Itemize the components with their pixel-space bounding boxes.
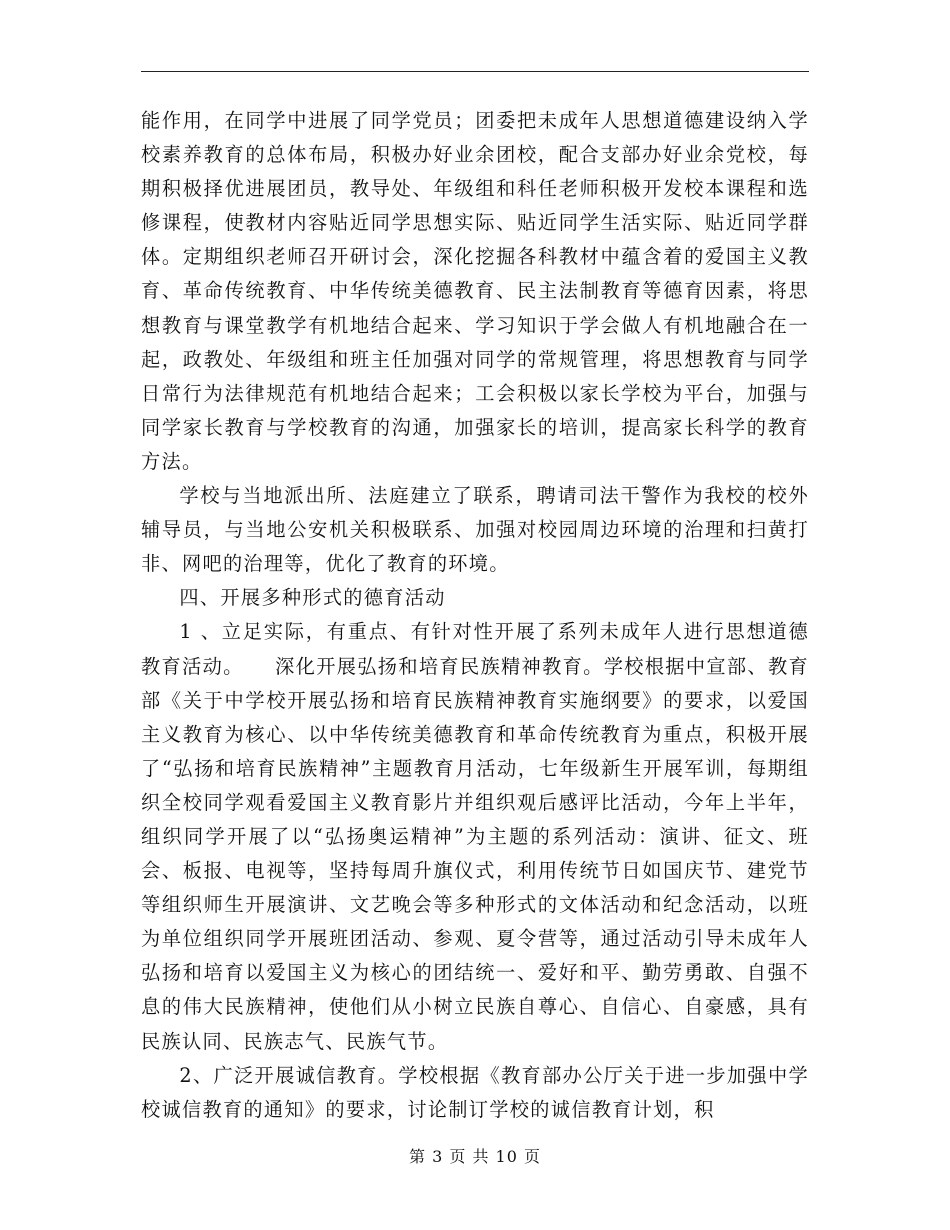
document-body: [141, 104, 809, 1127]
header-rule: [141, 71, 809, 72]
section-heading: 四、开展多种形式的德育活动: [179, 586, 446, 610]
paragraph-item-1: 1 、立足实际，有重点、有针对性开展了系列未成年人进行思想道德教育活动。 深化开展弘扬和培育民族精神教育。学校根据中宣部、教育部《关于中学校开展弘扬和培育民族精神教育实施纲要》的要求，以爱国主义教育为核心、以中华传统美德教育和革命传统教育为重点，积极开展了“弘扬和培育民族精神”主题教育月活动，七年级新生开展军训，每期组织全校同学观看爱国主义教育影片并组织观后感评比活动，今年上半年，组织同学开展了以“弘扬奥运精神”为主题的系列活动：演讲、征文、班会、板报、电视等，坚持每周升旗仪式，利用传统节日如国庆节、建党节等组织师生开展演讲、文艺晚会等多种形式的文体活动和纪念活动，以班为单位组织同学开展班团活动、参观、夏令营等，通过活动引导未成年人弘扬和培育以爱国主义为核心的团结统一、爱好和平、勤劳勇敢、自强不息的伟大民族精神，使他们从小树立民族自尊心、自信心、自豪感，具有民族认同、民族志气、民族气节。: [141, 620, 809, 1053]
paragraph-continuation: 能作用，在同学中进展了同学党员；团委把未成年人思想道德建设纳入学校素养教育的总体布局，积极办好业余团校，配合支部办好业余党校，每期积极择优进展团员，教导处、年级组和科任老师积极开发校本课程和选修课程，使教材内容贴近同学思想实际、贴近同学生活实际、贴近同学群体。定期组织老师召开研讨会，深化挖掘各科教材中蕴含着的爱国主义教育、革命传统教育、中华传统美德教育、民主法制教育等德育因素，将思想教育与课堂教学有机地结合起来、学习知识于学会做人有机地融合在一起，政教处、年级组和班主任加强对同学的常规管理，将思想教育与同学日常行为法律规范有机地结合起来；工会积极以家长学校为平台，加强与同学家长教育与学校教育的沟通，加强家长的培训，提高家长科学的教育方法。: [141, 109, 809, 473]
page-number: 第 3 页 共 10 页: [409, 1147, 541, 1166]
paragraph-police-liaison: 学校与当地派出所、法庭建立了联系，聘请司法干警作为我校的校外辅导员，与当地公安机关积极联系、加强对校园周边环境的治理和扫黄打非、网吧的治理等，优化了教育的环境。: [141, 484, 809, 576]
paragraph-item-2: 2、广泛开展诚信教育。学校根据《教育部办公厅关于进一步加强中学校诚信教育的通知》的要求，讨论制订学校的诚信教育计划，积: [141, 1063, 809, 1121]
